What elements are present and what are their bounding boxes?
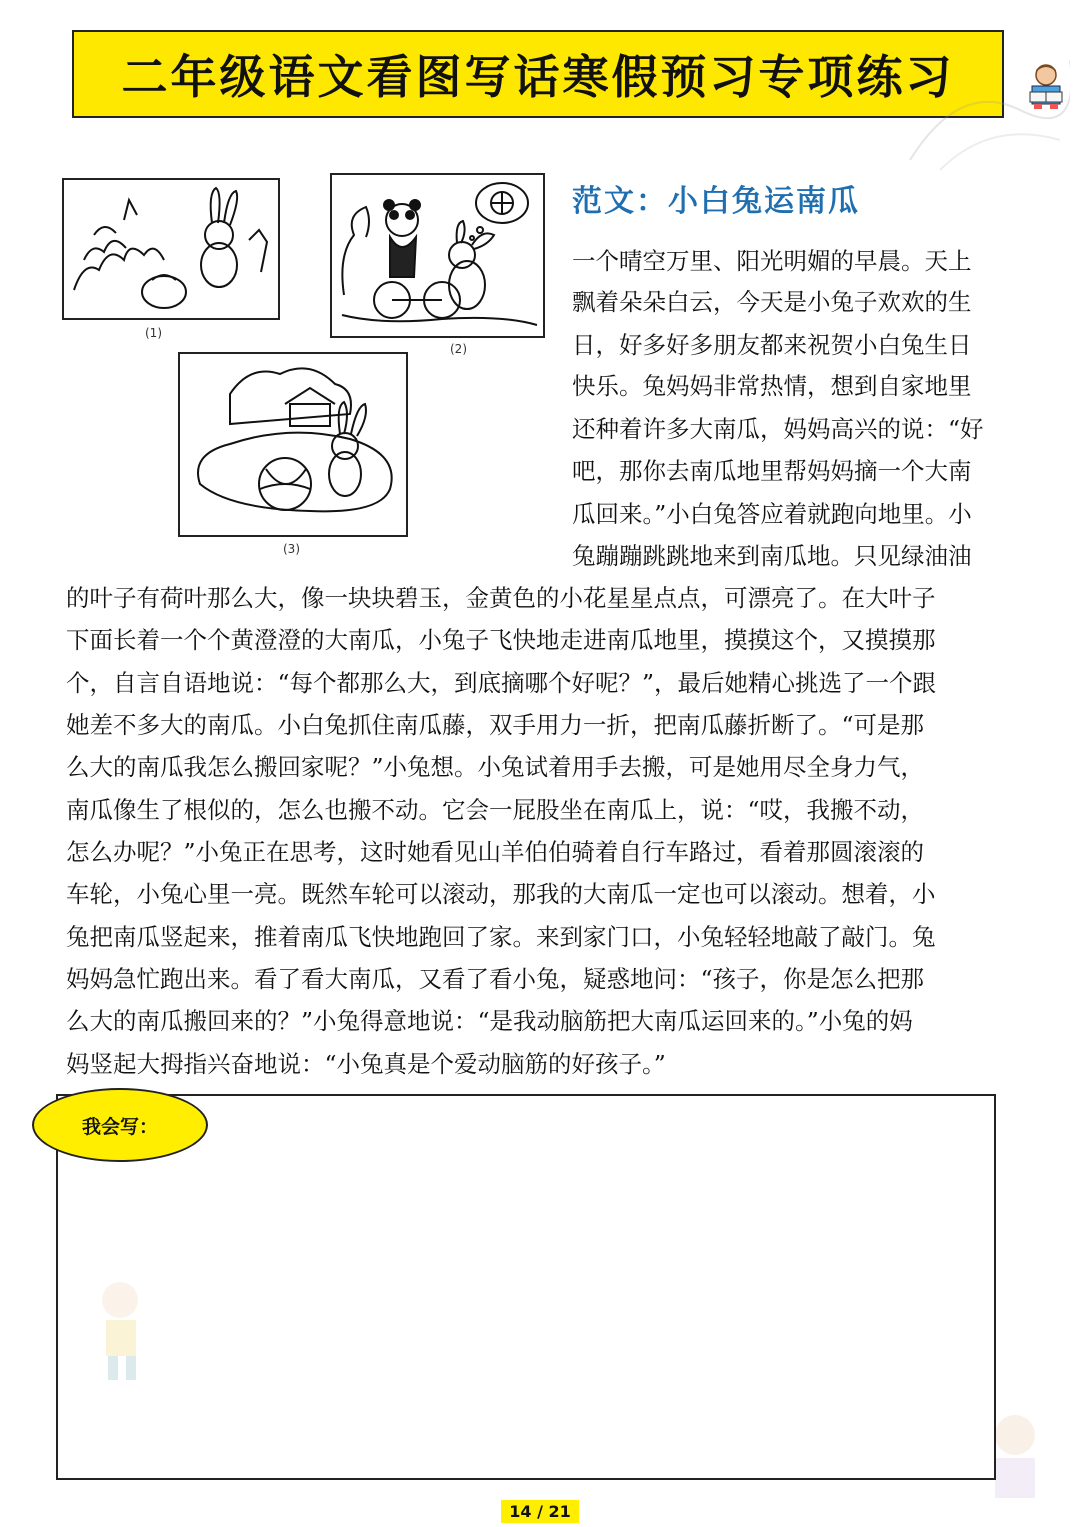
essay-line: 的叶子有荷叶那么大，像一块块碧玉，金黄色的小花星星点点，可漂亮了。在大叶子 xyxy=(66,584,936,612)
page-title: 二年级语文看图写话寒假预习专项练习 xyxy=(121,50,955,104)
essay-line: 下面长着一个个黄澄澄的大南瓜，小兔子飞快地走进南瓜地里，摸摸这个，又摸摸那 xyxy=(66,626,936,654)
ink-landscape-decoration xyxy=(900,40,1070,180)
essay-line: 南瓜像生了根似的，怎么也搬不动。它会一屁股坐在南瓜上，说：“哎，我搬不动， xyxy=(66,796,925,824)
essay-line: 她差不多大的南瓜。小白兔抓住南瓜藤，双手用力一折，把南瓜藤折断了。“可是那 xyxy=(66,711,925,739)
rabbit-in-pumpkin-patch-icon xyxy=(64,180,278,318)
writing-label-bubble xyxy=(32,1088,208,1162)
essay-line: 快乐。兔妈妈非常热情，想到自家地里 xyxy=(572,372,972,400)
essay-line: 妈竖起大拇指兴奋地说：“小兔真是个爱动脑筋的好孩子。” xyxy=(66,1050,666,1078)
figure-caption: (1) xyxy=(145,326,162,340)
writing-area[interactable] xyxy=(56,1094,996,1480)
essay-line: 兔把南瓜竖起来，推着南瓜飞快地跑回了家。来到家门口，小兔轻轻地敲了敲门。兔 xyxy=(66,923,936,951)
essay-line: 妈妈急忙跑出来。看了看大南瓜，又看了看小兔，疑惑地问：“孩子，你是怎么把那 xyxy=(66,965,925,993)
figure-caption: (3) xyxy=(283,542,300,556)
essay-title: 范文：小白兔运南瓜 xyxy=(572,184,860,219)
essay-line: 还种着许多大南瓜，妈妈高兴的说：“好 xyxy=(572,415,984,443)
essay-line: 车轮，小兔心里一亮。既然车轮可以滚动，那我的大南瓜一定也可以滚动。想着，小 xyxy=(66,880,936,908)
essay-line: 飘着朵朵白云，今天是小兔子欢欢的生 xyxy=(572,288,972,316)
panda-bicycle-rabbit-icon xyxy=(332,175,543,336)
page-number-footer xyxy=(0,1502,1080,1521)
essay-line: 吧，那你去南瓜地里帮妈妈摘一个大南 xyxy=(572,457,972,485)
title-banner xyxy=(72,30,1004,118)
illustration-2 xyxy=(330,173,545,338)
essay-line: 怎么办呢？”小兔正在思考，这时她看见山羊伯伯骑着自行车路过，看着那圆滚滚的 xyxy=(66,838,925,866)
rabbit-rolling-pumpkin-icon xyxy=(180,354,406,535)
essay-line: 日，好多好多朋友都来祝贺小白兔生日 xyxy=(572,331,972,359)
illustration-3 xyxy=(178,352,408,537)
figure-caption: (2) xyxy=(450,342,467,356)
essay-line: 兔蹦蹦跳跳地来到南瓜地。只见绿油油 xyxy=(572,542,972,570)
essay-line: 一个晴空万里、阳光明媚的早晨。天上 xyxy=(572,247,972,275)
essay-line: 个，自言自语地说：“每个都那么大，到底摘哪个好呢？”，最后她精心挑选了一个跟 xyxy=(66,669,937,697)
page-number: 14 / 21 xyxy=(501,1500,579,1523)
writing-label: 我会写： xyxy=(81,1115,158,1138)
essay-line: 么大的南瓜搬回来的？”小兔得意地说：“是我动脑筋把大南瓜运回来的。”小兔的妈 xyxy=(66,1007,913,1035)
illustration-1 xyxy=(62,178,280,320)
essay-line: 么大的南瓜我怎么搬回家呢？”小兔想。小兔试着用手去搬，可是她用尽全身力气， xyxy=(66,753,925,781)
essay-line: 瓜回来。”小白兔答应着就跑向地里。小 xyxy=(572,500,972,528)
